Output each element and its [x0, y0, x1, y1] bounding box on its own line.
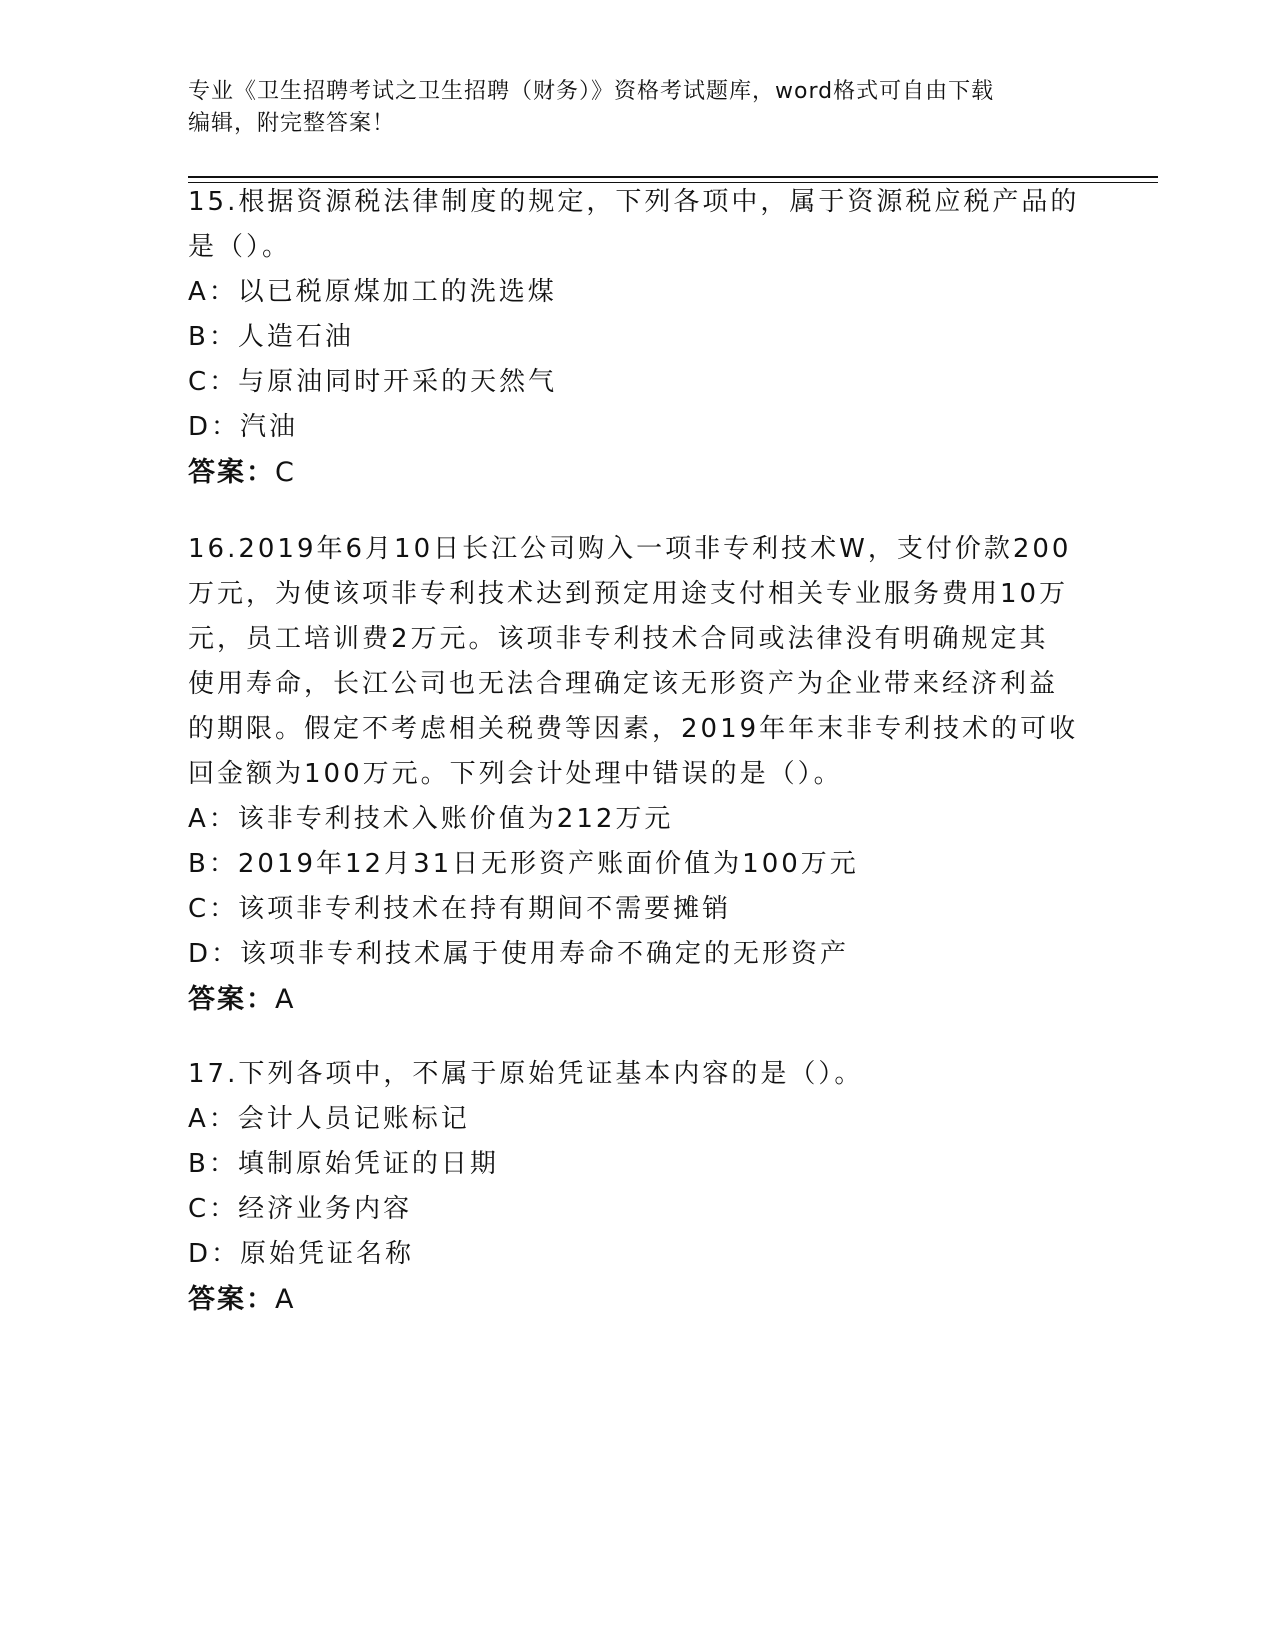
option-b: B：2019年12月31日无形资产账面价值为100万元 [188, 849, 859, 879]
option-b: B：人造石油 [188, 322, 354, 352]
document-header [188, 76, 1088, 140]
question-stem-line: 16.2019年6月10日长江公司购入一项非专利技术W，支付价款200 [188, 534, 1072, 564]
question-stem-line: 是（）。 [188, 232, 292, 262]
header-divider-thick [188, 176, 1158, 178]
header-line-2: 编辑，附完整答案！ [188, 111, 396, 136]
answer-line [188, 1277, 1088, 1322]
answer-label: 答案： [188, 984, 275, 1015]
question-16 [188, 527, 1088, 1022]
answer-value: A [275, 1284, 296, 1315]
answer-label: 答案： [188, 1284, 275, 1315]
answer-label: 答案： [188, 457, 275, 488]
option-c: C：与原油同时开采的天然气 [188, 367, 558, 397]
option-c: C：经济业务内容 [188, 1194, 413, 1224]
header-line-1: 专业《卫生招聘考试之卫生招聘（财务）》资格考试题库，word格式可自由下载 [188, 79, 995, 104]
option-b: B：填制原始凭证的日期 [188, 1149, 499, 1179]
option-a: A：以已税原煤加工的洗选煤 [188, 277, 557, 307]
question-17 [188, 1052, 1088, 1322]
option-a: A：会计人员记账标记 [188, 1104, 470, 1134]
question-stem-line: 回金额为100万元。下列会计处理中错误的是（）。 [188, 759, 843, 789]
question-stem-line: 15.根据资源税法律制度的规定，下列各项中，属于资源税应税产品的 [188, 187, 1080, 217]
question-stem-line: 使用寿命，长江公司也无法合理确定该无形资产为企业带来经济利益 [188, 669, 1059, 699]
answer-value: C [275, 457, 296, 488]
question-stem-line: 万元，为使该项非专利技术达到预定用途支付相关专业服务费用10万 [188, 579, 1069, 609]
option-d: D：汽油 [188, 412, 299, 442]
option-d: D：该项非专利技术属于使用寿命不确定的无形资产 [188, 939, 850, 969]
option-d: D：原始凭证名称 [188, 1239, 415, 1269]
answer-line [188, 450, 1088, 495]
answer-line [188, 977, 1088, 1022]
question-stem-line: 元，员工培训费2万元。该项非专利技术合同或法律没有明确规定其 [188, 624, 1049, 654]
question-15 [188, 180, 1088, 495]
option-c: C：该项非专利技术在持有期间不需要摊销 [188, 894, 732, 924]
question-stem-line: 17.下列各项中，不属于原始凭证基本内容的是（）。 [188, 1059, 864, 1089]
option-a: A：该非专利技术入账价值为212万元 [188, 804, 674, 834]
question-stem-line: 的期限。假定不考虑相关税费等因素，2019年年末非专利技术的可收 [188, 714, 1079, 744]
answer-value: A [275, 984, 296, 1015]
